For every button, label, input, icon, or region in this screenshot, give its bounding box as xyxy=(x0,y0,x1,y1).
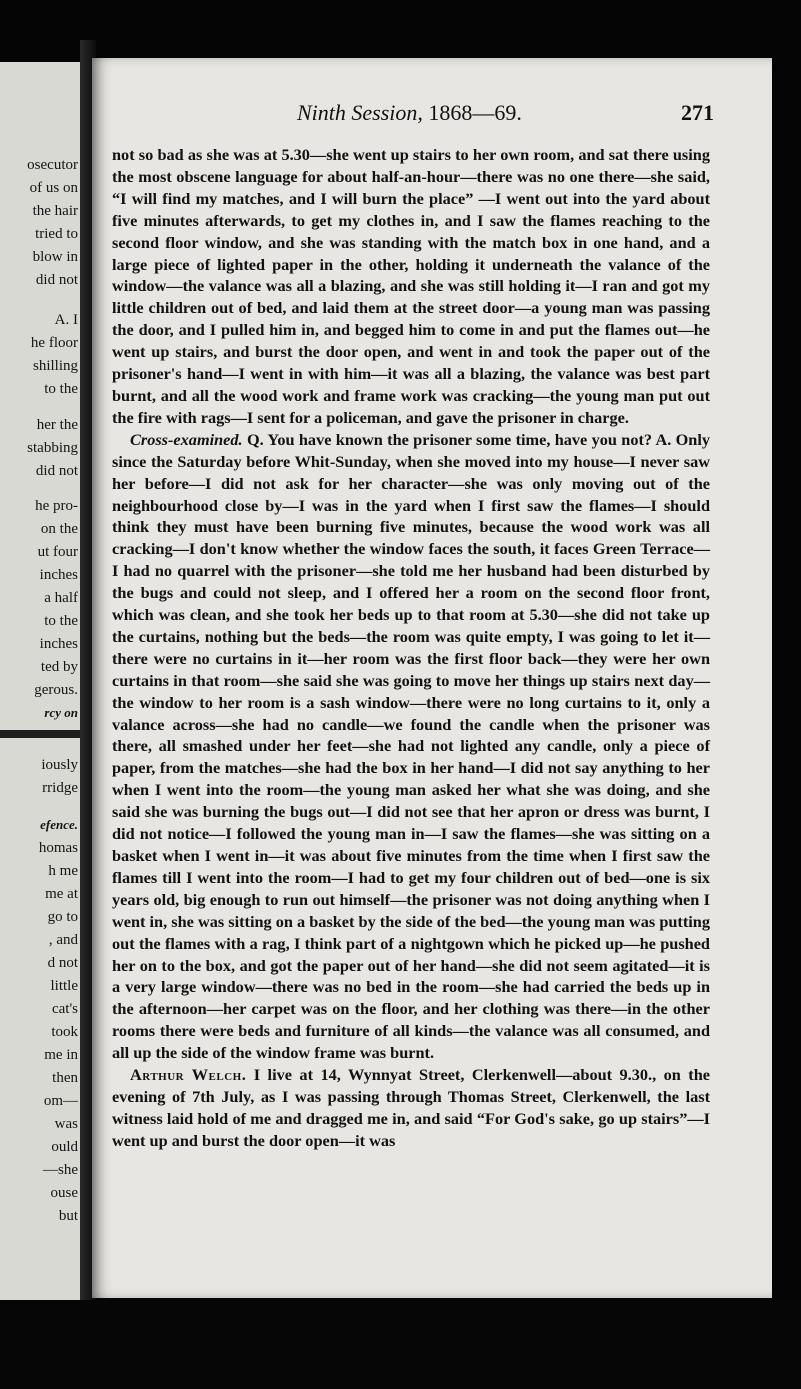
body-text xyxy=(112,144,710,1152)
left-page-fragment: to the xyxy=(44,613,78,629)
left-page-fragment: inches xyxy=(39,567,78,583)
left-page-fragment: but xyxy=(58,1208,78,1224)
left-page-fragment: om— xyxy=(43,1093,78,1109)
left-page-fragment: tried to xyxy=(35,226,78,242)
left-page-fragment: he pro- xyxy=(35,498,78,514)
left-page-fragment: a half xyxy=(44,590,78,606)
previous-page-edge xyxy=(0,62,83,1302)
left-page-fragment: stabbing xyxy=(27,440,78,456)
left-page-fragment: was xyxy=(54,1116,78,1132)
left-page-fragment: efence. xyxy=(40,817,78,832)
left-page-fragment: h me xyxy=(48,863,78,879)
left-page-rule xyxy=(0,734,80,738)
left-page-fragment: ted by xyxy=(40,659,78,675)
left-page-fragment: ould xyxy=(51,1139,78,1155)
left-page-fragment: did not xyxy=(35,463,78,479)
left-page-fragment: me in xyxy=(44,1047,78,1063)
left-page-fragment: gerous. xyxy=(34,682,78,698)
witness-name: Arthur Welch. xyxy=(130,1065,247,1085)
left-page-fragment: d not xyxy=(47,955,78,971)
left-page-fragment: cat's xyxy=(51,1001,78,1017)
running-title: Ninth Session, 1868—69. xyxy=(297,100,522,125)
paragraph-cross-examination xyxy=(112,429,710,1064)
left-page-fragment: blow in xyxy=(32,249,78,265)
left-page-fragment: ouse xyxy=(50,1185,78,1201)
left-page-fragment: rridge xyxy=(42,780,78,796)
left-page-fragment: to the xyxy=(44,381,78,397)
page-number: 271 xyxy=(681,100,714,125)
left-page-fragment: A. I xyxy=(54,312,78,328)
left-page-fragment: little xyxy=(50,978,78,994)
cross-examined-label: Cross-examined. xyxy=(130,429,243,449)
left-page-fragment: rcy on xyxy=(44,705,78,720)
document-page xyxy=(92,58,772,1298)
left-page-fragment: on the xyxy=(40,521,78,537)
left-page-fragment: , and xyxy=(48,932,78,948)
paragraph-testimony: not so bad as she was at 5.30—she went up stairs to her own room, and sat there using the most obscene language for about half-an-hour—there was no one there—she said, “I will find my matches, and I will burn the place” —I went out into the yard about five minutes afterwards, to get my clothes in, and I saw the flames reaching to the second floor window, and she was standing with the match box in one hand, and a large piece of lighted paper in the other, holding it underneath the valance of the window—the valance was all a blazing, and she was still holding it—I ran and got my little children out of bed, and laid them at the street door—a young man was passing the door, and I pulled him in, and begged him to come in and put the flames out—he went up stairs, and burst the door open, and went in and took the paper out of the prisoner's hand—I went in with him—it was all a blazing, the valance was best part burnt, and all the wood work and frame work was cracking—the young man put out the fire with rags—I sent for a policeman, and gave the prisoner in charge. xyxy=(112,145,710,427)
witness-text: I live at 14, Wynnyat Street, Clerkenwell—about 9.30., on the evening of 7th July, as I was passing through Thomas Street, Clerkenwell, the last witness laid hold of me and dragged me in, and said “For God's sake, go up stairs”—I went up and burst the door open—it was xyxy=(112,1065,710,1150)
running-title-years: 1868—69. xyxy=(428,100,522,125)
left-page-fragment: me at xyxy=(45,886,78,902)
paragraph-witness xyxy=(112,1064,710,1152)
left-page-fragment: took xyxy=(51,1024,78,1040)
left-page-fragment: iously xyxy=(41,757,78,773)
page-header xyxy=(92,100,772,130)
left-page-fragment: shilling xyxy=(32,358,78,374)
left-page-fragment: homas xyxy=(38,840,78,856)
left-page-fragment: he floor xyxy=(30,335,78,351)
left-page-fragment: the hair xyxy=(32,203,78,219)
scan-bottom-edge xyxy=(0,1300,801,1389)
cross-examination-text: Q. You have known the prisoner some time, have you not? A. Only since the Saturday before Whit-Sunday, when she moved into my house—I never saw her before—I did not ask for her character—she was only moving out of the neighbourhood close by—I was in the yard when I first saw the flames—I should think they must have been burning five minutes, because the wood work was all cracking—I don't know whether the window faces the south, it faces Green Terrace—I had no quarrel with the prisoner—she told me her husband had been disturbed by the bugs and could not sleep, and I offered her a room on the second floor front, which was clean, and she took her beds up to that room at 5.30—she did not take up the curtains, nothing but the beds—the room was quite empty, I was going to let it—there were no curtains in it—her room was the first floor back—they were her own curtains in that room—she said she was going to move her things up stairs next day—the window to her room is a sash window—there were no long curtains to it, only a valance across—she had no candle—we found the candle when the prisoner was there, all smashed under her feet—she had not lighted any candle, only a piece of paper, from the matches—she had the box in her hand—I did not say anything to her when I went into the room—the young man asked her what she was doing, and she said she was burning the bugs out—I did not see that her apron or dress was burnt, I did not notice—I followed the young man in—I saw the flames—she was sitting on a basket when I went in—it was about five minutes from the time when I first saw the flames till I went into the room—I had to get my four children out of bed—one is six years old, big enough to run out himself—the prisoner was not doing anything when I went in, she was sitting on a basket by the side of the bed—the young man was putting out the flames with a rag, I think part of a nightgown which he picked up—he pushed her on to the box, and got the paper out of her hand—she did not seem agitated—it is a very large window—there was no bed in the room—she had carried the beds up in the afternoon—her carpet was on the floor, and her clothing was there—in the other rooms there were beds and furniture of all kinds—the valance was all consumed, and all up the side of the window frame was burnt. xyxy=(112,429,710,1063)
left-page-fragment: —she xyxy=(43,1162,78,1178)
left-page-fragment: ut four xyxy=(37,544,78,560)
left-page-fragment: then xyxy=(52,1070,78,1086)
left-page-fragment: inches xyxy=(39,636,78,652)
left-page-fragment: osecutor xyxy=(27,157,78,173)
left-page-fragment: did not xyxy=(35,272,78,288)
left-page-fragment: of us on xyxy=(29,180,78,196)
left-page-fragment: her the xyxy=(36,417,78,433)
left-page-fragment: go to xyxy=(47,909,78,925)
